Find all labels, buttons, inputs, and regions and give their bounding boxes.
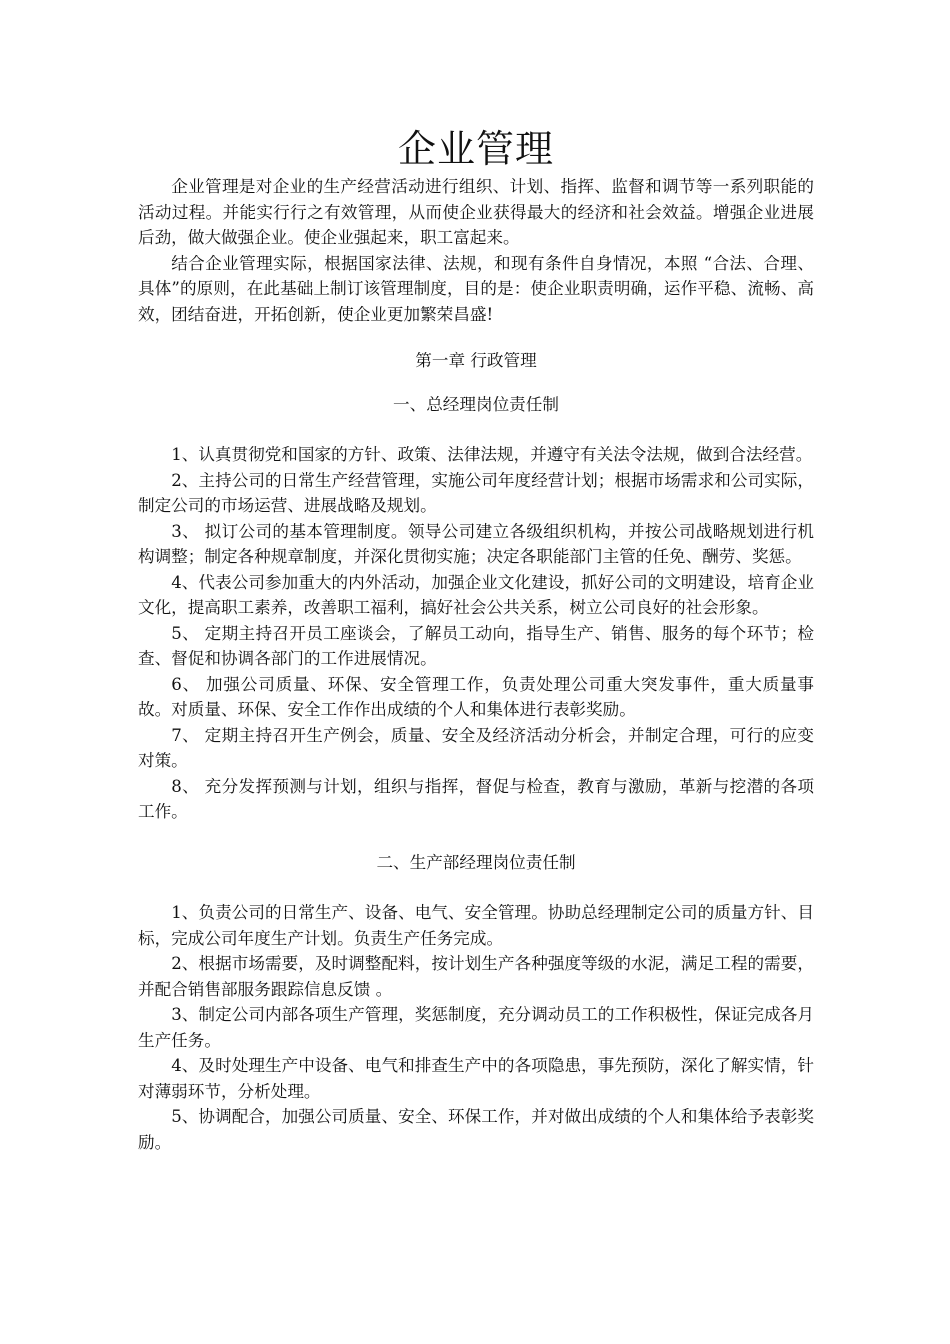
list-item: 8、 充分发挥预测与计划，组织与指挥，督促与检查，教育与激励，革新与挖潜的各项工作。: [138, 776, 814, 821]
section-title: 二、生产部经理岗位责任制: [376, 852, 576, 872]
chapter-title: 第一章 行政管理: [415, 351, 537, 370]
list-item: 1、负责公司的日常生产、设备、电气、安全管理。协助总经理制定公司的质量方针、目标，完成公司年度生产计划。负责生产任务完成。: [138, 903, 814, 948]
list-item: 1、认真贯彻党和国家的方针、政策、法律法规，并遵守有关法令法规，做到合法经营。: [171, 445, 813, 464]
spacer: [138, 875, 814, 900]
intro-paragraph-2: 结合企业管理实际，根据国家法律、法规，和现有条件自身情况，本照 “合法、合理、具体”的原则，在此基础上制订该管理制度，目的是：使企业职责明确，运作平稳、流畅、高效，团结奋进，开拓创新，使企业更加繁荣昌盛!: [138, 253, 814, 324]
spacer: [138, 825, 814, 850]
spacer: [138, 374, 814, 392]
spacer: [138, 417, 814, 442]
list-item: 4、代表公司参加重大的内外活动，加强企业文化建设，抓好公司的文明建设，培育企业文化，提高职工素养，改善职工福利，搞好社会公共关系，树立公司良好的社会形象。: [138, 572, 814, 617]
list-item: 7、 定期主持召开生产例会，质量、安全及经济活动分析会，并制定合理，可行的应变对策。: [138, 725, 814, 770]
document-title: 企业管理: [397, 127, 554, 171]
section-title: 一、总经理岗位责任制: [393, 394, 559, 414]
list-item: 2、根据市场需要，及时调整配料，按计划生产各种强度等级的水泥，满足工程的需要，并配合销售部服务跟踪信息反馈 。: [138, 954, 814, 999]
document-body: [138, 124, 814, 1155]
list-item: 4、及时处理生产中设备、电气和排查生产中的各项隐患，事先预防，深化了解实情，针对薄弱环节，分析处理。: [138, 1056, 814, 1101]
list-item: 5、协调配合，加强公司质量、安全、环保工作，并对做出成绩的个人和集体给予表彰奖励。: [138, 1107, 814, 1152]
list-item: 2、主持公司的日常生产经营管理，实施公司年度经营计划；根据市场需求和公司实际，制定公司的市场运营、进展战略及规划。: [138, 470, 814, 515]
list-item: 5、 定期主持召开员工座谈会，了解员工动向，指导生产、销售、服务的每个环节；检查、督促和协调各部门的工作进展情况。: [138, 623, 814, 668]
list-item: 3、 拟订公司的基本管理制度。领导公司建立各级组织机构，并按公司战略规划进行机构调整；制定各种规章制度，并深化贯彻实施；决定各职能部门主管的任免、酬劳、奖惩。: [138, 521, 814, 566]
intro-paragraph-1: 企业管理是对企业的生产经营活动进行组织、计划、指挥、监督和调节等一系列职能的活动过程。并能实行行之有效管理，从而使企业获得最大的经济和社会效益。增强企业进展后劲，做大做强企业。使企业强起来，职工富起来。: [138, 177, 814, 247]
list-item: 3、制定公司内部各项生产管理，奖惩制度，充分调动员工的工作积极性，保证完成各月生产任务。: [138, 1005, 814, 1050]
spacer: [138, 327, 814, 348]
list-item: 6、 加强公司质量、环保、安全管理工作，负责处理公司重大突发事件，重大质量事故。对质量、环保、安全工作作出成绩的个人和集体进行表彰奖励。: [138, 674, 814, 719]
